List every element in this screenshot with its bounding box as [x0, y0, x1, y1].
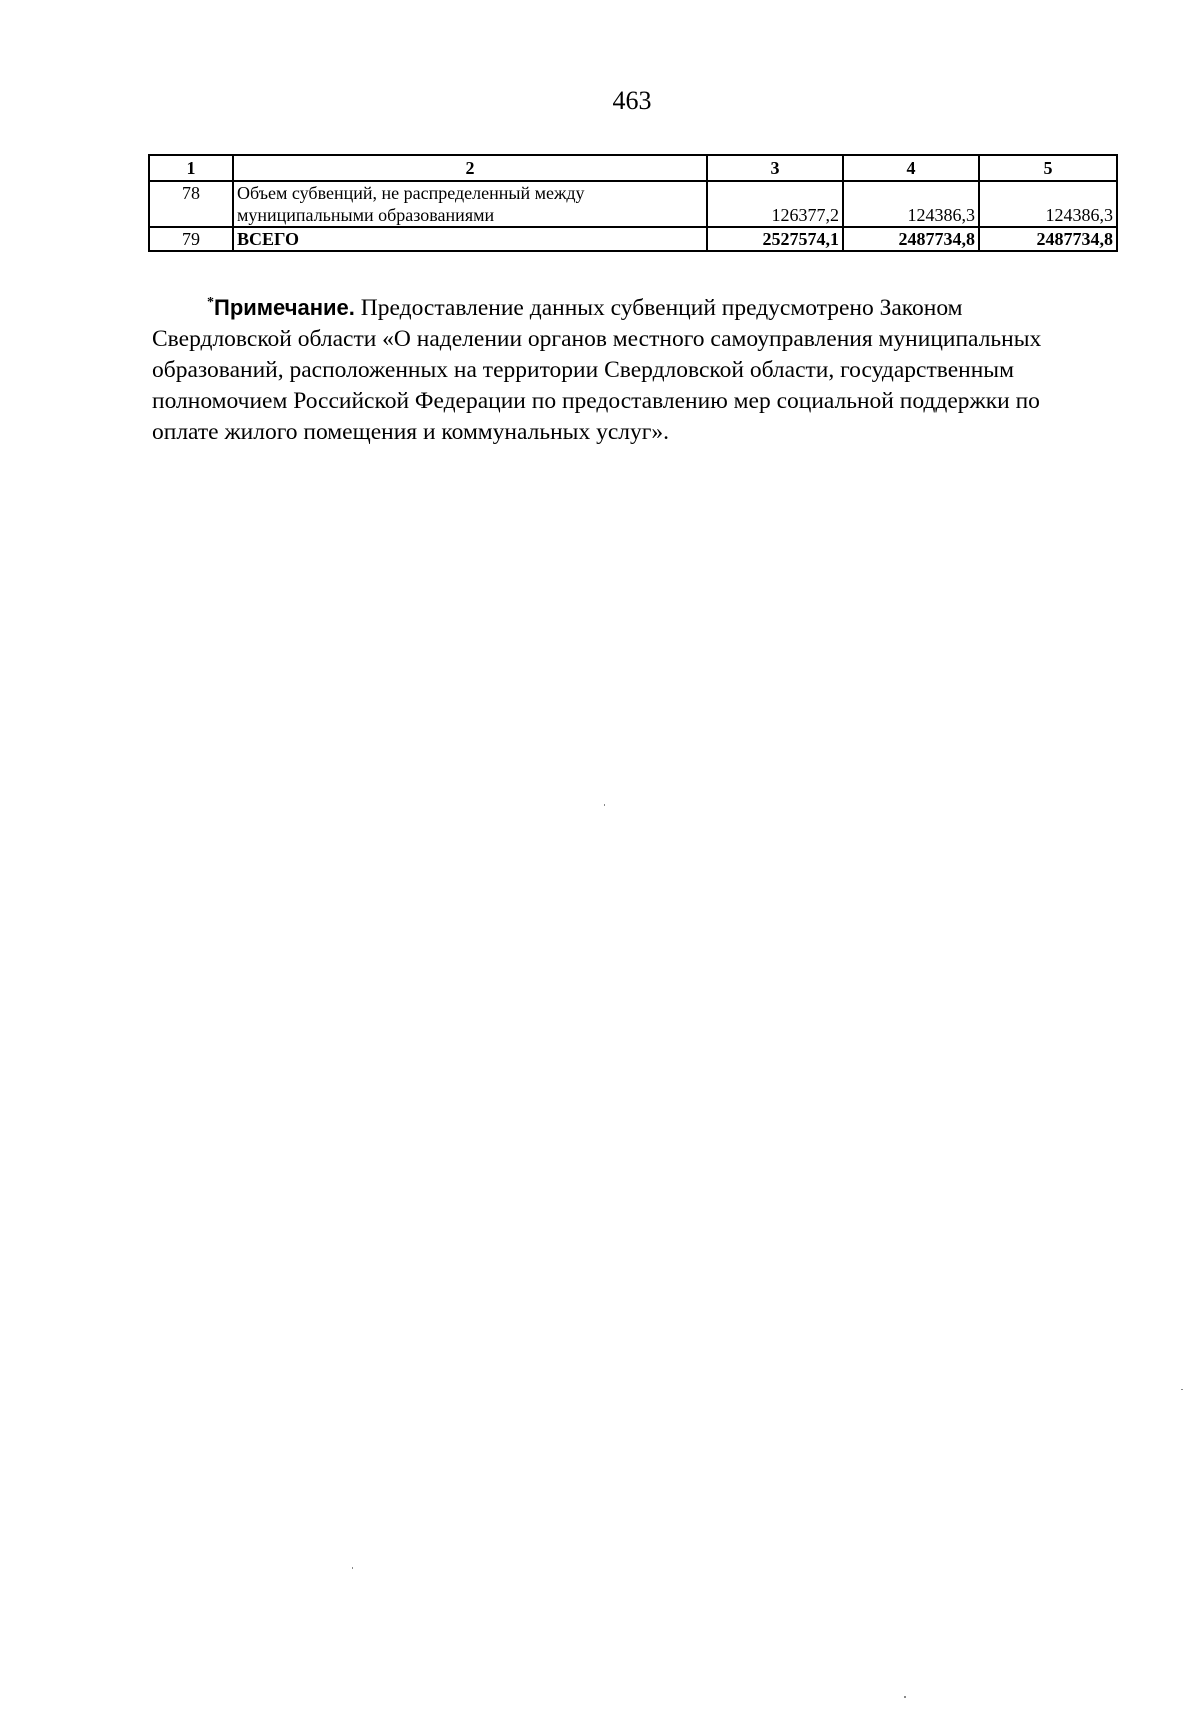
- scan-speck: [1181, 1389, 1183, 1390]
- footnote: [152, 287, 1082, 448]
- row-number: 78: [149, 181, 233, 227]
- row-name-line: муниципальными образованиями: [237, 205, 495, 225]
- footnote-text: Предоставление данных субвенций предусмотрено Законом Свердловской области «О наделении органов местного самоуправления муниципальных образований, расположенных на территории Свердловской области, государственным полномочием Российской Федерации по предоставлению мер социальной поддержки по оплате жилого помещения и коммунальных услуг».: [152, 294, 1042, 445]
- row-name: ВСЕГО: [233, 227, 707, 251]
- row-number: 79: [149, 227, 233, 251]
- row-name-line: Объем субвенций, не распределенный между: [237, 183, 585, 203]
- header-col-1: 1: [149, 155, 233, 181]
- row-name: [233, 181, 707, 227]
- row-value-col4: 2487734,8: [843, 227, 979, 251]
- header-col-5: 5: [979, 155, 1117, 181]
- table-header-row: [149, 155, 1117, 181]
- footnote-paragraph: [152, 287, 1082, 448]
- header-col-2: 2: [233, 155, 707, 181]
- table-row-total: [149, 227, 1117, 251]
- footnote-asterisk: *: [207, 295, 214, 310]
- scan-speck: [604, 804, 605, 806]
- table-row: [149, 181, 1117, 227]
- row-value-col3: 126377,2: [707, 181, 843, 227]
- row-value-col4: 124386,3: [843, 181, 979, 227]
- header-col-3: 3: [707, 155, 843, 181]
- scan-speck: [904, 1696, 906, 1698]
- row-value-col5: 2487734,8: [979, 227, 1117, 251]
- header-col-4: 4: [843, 155, 979, 181]
- scan-speck: [352, 1567, 353, 1569]
- row-value-col5: 124386,3: [979, 181, 1117, 227]
- row-value-col3: 2527574,1: [707, 227, 843, 251]
- page-number: 463: [612, 86, 652, 115]
- footnote-label: Примечание.: [214, 294, 355, 320]
- subvention-table: [148, 154, 1118, 252]
